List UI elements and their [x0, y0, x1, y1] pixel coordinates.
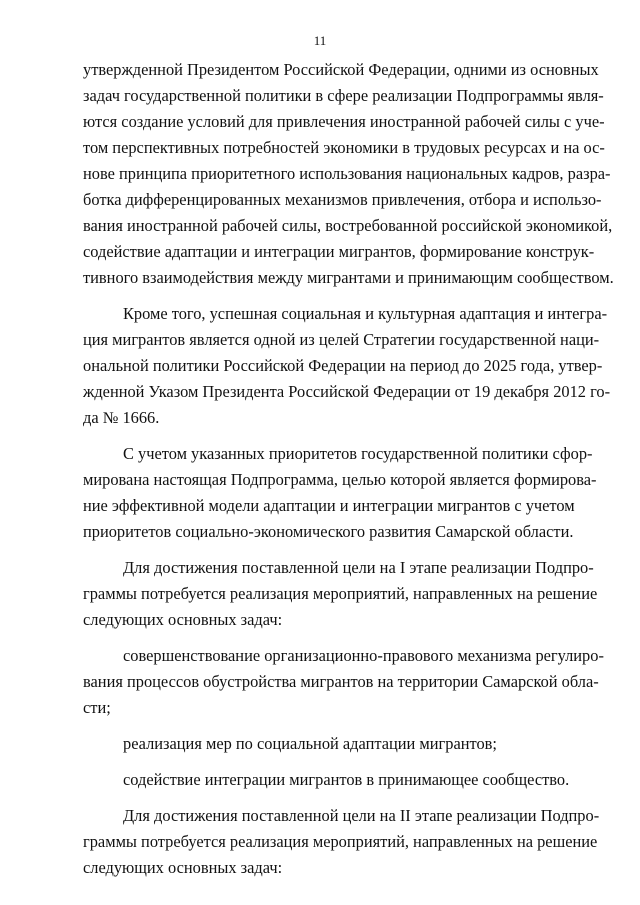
text-line: содействие адаптации и интеграции мигрантов, формирование конструк- — [83, 242, 595, 261]
paragraph-5 — [83, 643, 604, 721]
text-line: ются создание условий для привлечения иностранной рабочей силы с уче- — [83, 112, 605, 131]
text-line: ция мигрантов является одной из целей Стратегии государственной наци- — [83, 330, 600, 349]
paragraph-2 — [83, 301, 611, 431]
text-line: приоритетов социально-экономического развития Самарской области. — [83, 522, 574, 541]
paragraph-8 — [83, 803, 600, 881]
body-text — [83, 57, 614, 881]
text-line: нове принципа приоритетного использования национальных кадров, разра- — [83, 164, 611, 183]
text-line: вания процессов обустройства мигрантов на территории Самарской обла- — [83, 672, 599, 691]
text-line: ние эффективной модели адаптации и интеграции мигрантов с учетом — [83, 496, 575, 515]
text-line: Кроме того, успешная социальная и культурная адаптация и интегра- — [123, 304, 608, 323]
text-line: вания иностранной рабочей силы, востребованной российской экономикой, — [83, 216, 613, 235]
text-line: да № 1666. — [83, 408, 160, 427]
text-line: том перспективных потребностей экономики в трудовых ресурсах и на ос- — [83, 138, 605, 157]
paragraph-4 — [83, 555, 598, 633]
paragraph-1 — [83, 57, 614, 291]
text-line: сти; — [83, 698, 111, 717]
text-line: граммы потребуется реализация мероприятий, направленных на решение — [83, 832, 598, 851]
text-line: граммы потребуется реализация мероприятий, направленных на решение — [83, 584, 598, 603]
text-line: утвержденной Президентом Российской Федерации, одними из основных — [83, 60, 599, 79]
text-line: ботка дифференцированных механизмов привлечения, отбора и использо- — [83, 190, 602, 209]
paragraph-3 — [83, 441, 597, 545]
text-line: Для достижения поставленной цели на II этапе реализации Подпро- — [123, 806, 600, 825]
paragraph-6 — [83, 731, 573, 757]
text-line: Для достижения поставленной цели на I этапе реализации Подпро- — [123, 558, 594, 577]
text-line: ональной политики Российской Федерации на период до 2025 года, утвер- — [83, 356, 603, 375]
text-line: следующих основных задач: — [83, 858, 283, 877]
paragraph-7 — [83, 767, 573, 793]
text-line: С учетом указанных приоритетов государственной политики сфор- — [123, 444, 593, 463]
text-line: совершенствование организационно-правового механизма регулиро- — [123, 646, 604, 665]
text-line: задач государственной политики в сфере реализации Подпрограммы явля- — [83, 86, 604, 105]
text-line: содействие интеграции мигрантов в принимающее сообщество. — [123, 770, 570, 789]
text-line: мирована настоящая Подпрограмма, целью которой является формирова- — [83, 470, 597, 489]
page-number: 11 — [313, 33, 327, 48]
text-line: жденной Указом Президента Российской Федерации от 19 декабря 2012 го- — [83, 382, 611, 401]
text-line: реализация мер по социальной адаптации мигрантов; — [123, 734, 497, 753]
text-line: тивного взаимодействия между мигрантами и принимающим сообществом. — [83, 268, 614, 287]
text-line: следующих основных задач: — [83, 610, 283, 629]
